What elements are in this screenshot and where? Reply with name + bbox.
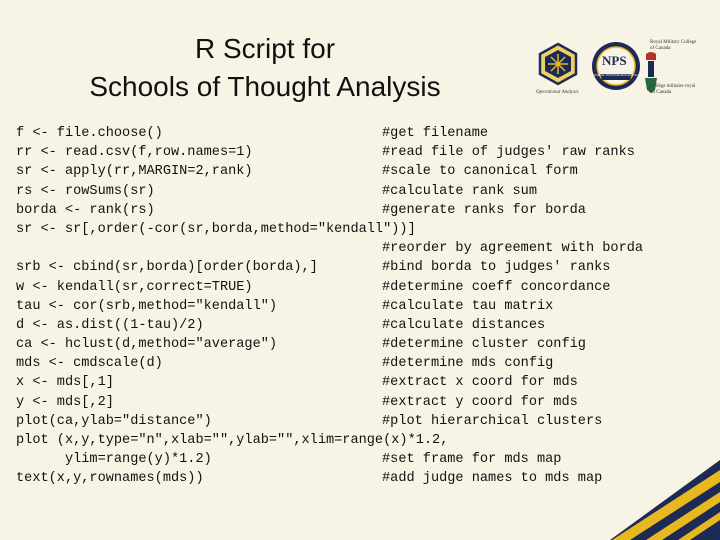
code-comment: #get filename xyxy=(382,126,489,141)
code-line xyxy=(16,412,716,431)
code-line xyxy=(16,393,716,412)
code-command: ca <- hclust(d,method="average") xyxy=(16,337,278,353)
title-line-2: Schools of Thought Analysis xyxy=(89,71,441,102)
code-comment: #calculate distances xyxy=(382,317,546,333)
rmc-caption-en-line-1: Royal Military College xyxy=(650,40,697,45)
nps-caption: NAVAL POSTGRADUATE SCHOOL xyxy=(594,73,649,77)
code-comment: #scale to canonical form xyxy=(382,164,578,180)
code-comment: #calculate rank sum xyxy=(382,183,537,199)
code-command: plot (x,y,type="n",xlab="",ylab="",xlim=range(x)*1.2, xyxy=(16,433,449,448)
operational-analysis-caption: Operational Analysis xyxy=(536,90,579,95)
title-line-1: R Script for xyxy=(194,33,336,64)
code-line xyxy=(16,220,716,239)
code-command: rs <- rowSums(sr) xyxy=(16,183,155,199)
code-command: ylim=range(y)*1.2) xyxy=(16,452,212,468)
code-command: f <- file.choose() xyxy=(16,126,163,141)
code-command: mds <- cmdscale(d) xyxy=(16,356,163,372)
code-command: borda <- rank(rs) xyxy=(16,202,155,218)
code-comment: #determine coeff concordance xyxy=(382,279,611,295)
rmc-caption-en-line-2: of Canada xyxy=(650,46,671,51)
code-comment: #calculate tau matrix xyxy=(382,298,554,314)
code-line xyxy=(16,373,716,392)
code-comment: #extract x coord for mds xyxy=(382,375,578,391)
code-command: sr <- sr[,order(-cor(sr,borda,method="kendall"))] xyxy=(16,221,416,237)
rmc-caption-fr-line-1: Collège militaire royal xyxy=(650,84,696,89)
code-line xyxy=(16,182,716,201)
code-line xyxy=(16,162,716,181)
code-command: plot(ca,ylab="distance") xyxy=(16,413,212,429)
code-command: rr <- read.csv(f,row.names=1) xyxy=(16,145,253,161)
code-command: sr <- apply(rr,MARGIN=2,rank) xyxy=(16,164,253,180)
code-line xyxy=(16,201,716,220)
rmc-caption-en xyxy=(650,40,696,52)
r-script-listing xyxy=(16,124,716,489)
code-comment: #determine mds config xyxy=(382,356,554,372)
corner-stripes-decoration xyxy=(570,460,720,540)
code-line xyxy=(16,278,716,297)
code-line xyxy=(16,335,716,354)
nps-badge-text: NPS xyxy=(602,53,627,68)
logo-strip xyxy=(532,38,712,108)
code-comment: #read file of judges' raw ranks xyxy=(382,145,635,161)
code-command: tau <- cor(srb,method="kendall") xyxy=(16,298,278,314)
rmc-caption-fr-line-2: du Canada xyxy=(650,90,672,95)
code-command: d <- as.dist((1-tau)/2) xyxy=(16,317,204,333)
code-command: srb <- cbind(sr,borda)[order(borda),] xyxy=(16,260,318,276)
code-line xyxy=(16,124,716,143)
code-comment: #determine cluster config xyxy=(382,337,586,353)
code-line xyxy=(16,431,716,450)
rmc-caption-fr xyxy=(650,84,695,96)
code-line xyxy=(16,258,716,277)
code-command: y <- mds[,2] xyxy=(16,394,114,410)
operational-analysis-logo xyxy=(536,42,580,86)
code-line xyxy=(16,239,716,258)
code-comment: #plot hierarchical clusters xyxy=(382,413,603,429)
code-comment: #reorder by agreement with borda xyxy=(382,241,644,257)
code-line xyxy=(16,143,716,162)
code-comment: #set frame for mds map xyxy=(382,452,562,468)
code-command: text(x,y,rownames(mds)) xyxy=(16,471,204,487)
code-comment: #extract y coord for mds xyxy=(382,394,578,410)
code-comment: #generate ranks for borda xyxy=(382,202,586,218)
code-line xyxy=(16,354,716,373)
code-command: w <- kendall(sr,correct=TRUE) xyxy=(16,279,253,295)
slide-title xyxy=(30,30,500,106)
code-command: x <- mds[,1] xyxy=(16,375,114,391)
code-line xyxy=(16,316,716,335)
code-comment: #bind borda to judges' ranks xyxy=(382,260,611,276)
code-comment: #add judge names to mds map xyxy=(382,471,603,487)
code-line xyxy=(16,297,716,316)
